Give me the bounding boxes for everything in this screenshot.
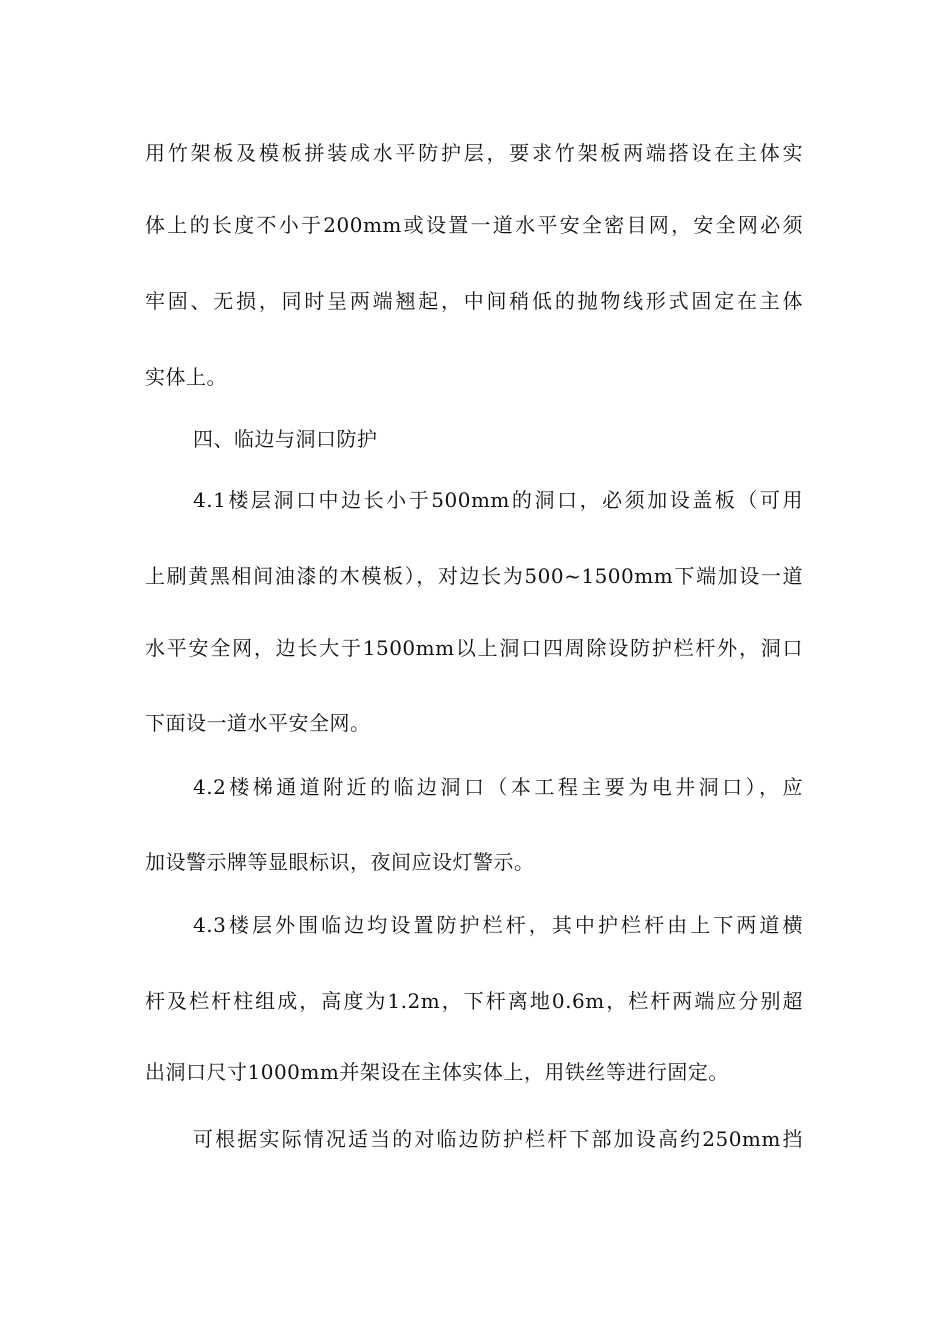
paragraph-line: 4.2楼梯通道附近的临边洞口（本工程主要为电井洞口），应 xyxy=(193,775,803,799)
paragraph-line: 上刷黄黑相间油漆的木模板），对边长为500~1500mm下端加设一道 xyxy=(145,564,803,588)
paragraph-line: 体上的长度不小于200mm或设置一道水平安全密目网，安全网必须 xyxy=(145,213,803,237)
paragraph-line: 用竹架板及模板拼装成水平防护层，要求竹架板两端搭设在主体实 xyxy=(145,141,803,165)
paragraph-line: 实体上。 xyxy=(145,365,227,389)
paragraph-line: 4.1楼层洞口中边长小于500mm的洞口，必须加设盖板（可用 xyxy=(193,488,803,512)
section-heading: 四、临边与洞口防护 xyxy=(193,427,378,451)
paragraph-line: 下面设一道水平安全网。 xyxy=(145,711,371,735)
paragraph-line: 牢固、无损，同时呈两端翘起，中间稍低的抛物线形式固定在主体 xyxy=(145,289,803,313)
paragraph-line: 加设警示牌等显眼标识，夜间应设灯警示。 xyxy=(145,850,535,874)
paragraph-line: 可根据实际情况适当的对临边防护栏杆下部加设高约250mm挡 xyxy=(193,1127,803,1151)
paragraph-line: 水平安全网，边长大于1500mm以上洞口四周除设防护栏杆外，洞口 xyxy=(145,636,803,660)
paragraph-line: 出洞口尺寸1000mm并架设在主体实体上，用铁丝等进行固定。 xyxy=(145,1060,729,1084)
paragraph-line: 杆及栏杆柱组成，高度为1.2m，下杆离地0.6m，栏杆两端应分别超 xyxy=(145,989,803,1013)
paragraph-line: 4.3楼层外围临边均设置防护栏杆，其中护栏杆由上下两道横 xyxy=(193,913,803,937)
